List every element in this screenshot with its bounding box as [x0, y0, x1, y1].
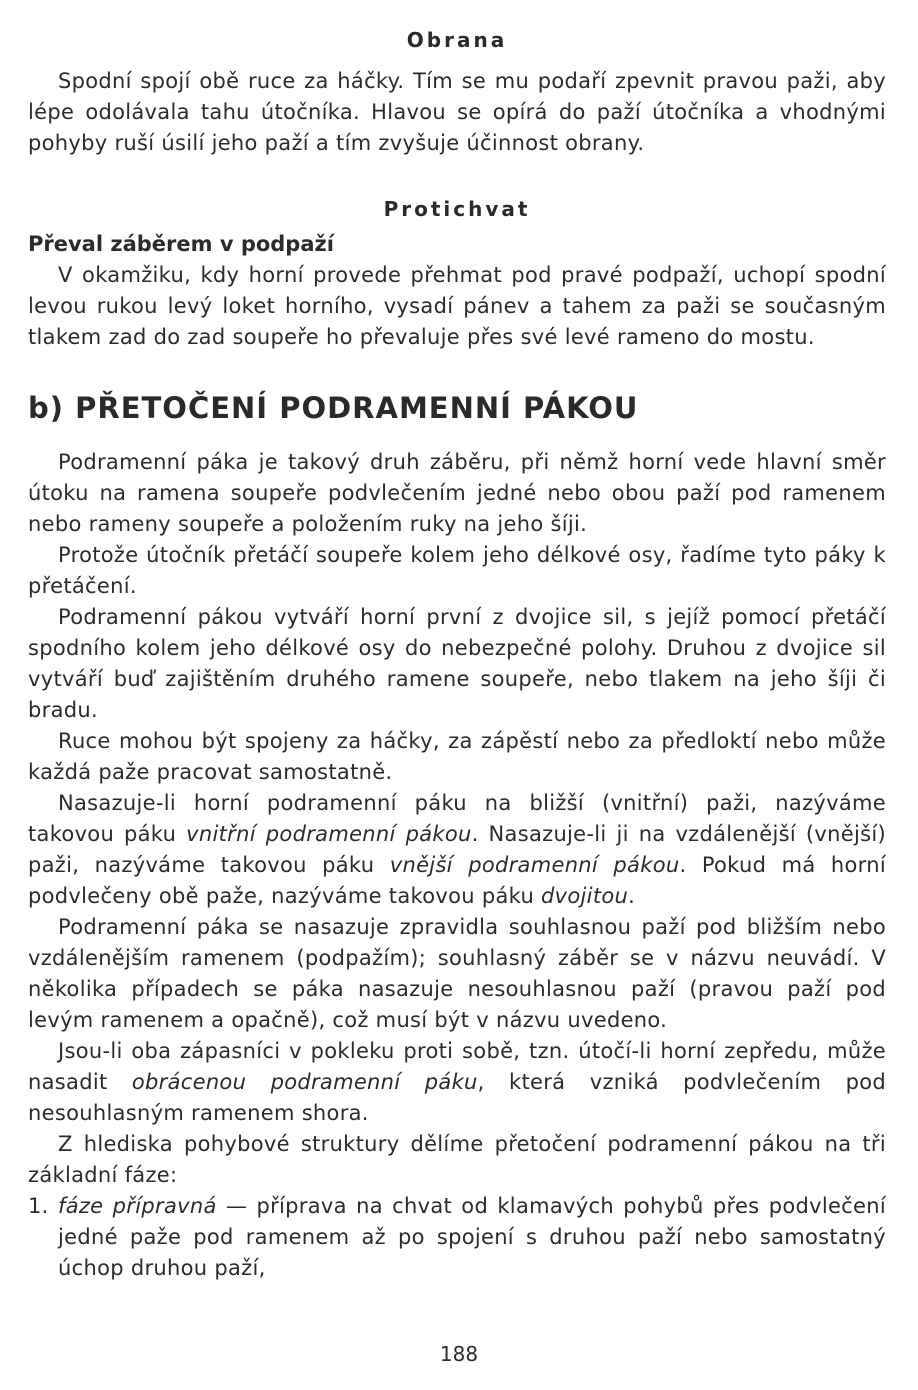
obrana-heading: Obrana: [406, 28, 508, 52]
list-item-description: — příprava na chvat od klamavých pohybů přes podvlečení jedné paže pod ramenem až po spojení s druhou paží nebo samostatný úchop druhou paží,: [58, 1194, 886, 1280]
p7-term-obracena: obrácenou podramenní páku: [131, 1070, 478, 1094]
section-paragraph-6: Podramenní páka se nasazuje zpravidla souhlasnou paží pod bližším nebo vzdálenějším ramenem (podpažím); souhlasný záběr se v názvu neuvádí. V několika případech se páka nasazuje nesouhlasnou paží (pravou paží pod levým ramenem a opačně), což musí být v názvu uvedeno.: [28, 915, 886, 1032]
p7-text-c: , která vzniká podvlečením pod nesouhlasným ramenem shora.: [28, 1070, 887, 1125]
protichvat-heading: Protichvat: [383, 197, 531, 221]
p5-term-dvojitou: dvojitou: [541, 884, 629, 908]
preval-subheading: Převal záběrem v podpaží: [28, 232, 334, 256]
p7-text-a: Jsou-li oba zápasníci v pokleku proti sobě, tzn. útočí-li horní zepředu, může nasadit: [28, 1039, 886, 1094]
section-paragraph-1: Podramenní páka je takový druh záběru, při němž horní vede hlavní směr útoku na ramena soupeře podvlečením jedné nebo obou paží pod ramenem nebo rameny soupeře a položením ruky na jeho šíji.: [28, 450, 886, 536]
section-paragraph-3: Podramenní pákou vytváří horní první z dvojice sil, s jejíž pomocí přetáčí spodního kolem jeho délkové osy do nebezpečné polohy. Druhou z dvojice sil vytváří buď zajištěním druhého ramene soupeře, nebo tlakem na jeho šíji či bradu.: [28, 605, 886, 722]
section-paragraph-8: Z hlediska pohybové struktury dělíme přetočení podramenní pákou na tři základní fáze:: [28, 1132, 886, 1187]
section-paragraph-2: Protože útočník přetáčí soupeře kolem jeho délkové osy, řadíme tyto páky k přetáčení.: [28, 543, 886, 598]
p5-term-vnejsi: vnější podramenní pákou: [389, 853, 680, 877]
p5-text-e: . Pokud má horní podvlečeny obě paže, nazýváme takovou páku: [28, 853, 886, 908]
p5-term-vnitrni: vnitřní podramenní pákou: [186, 822, 472, 846]
list-item-term: fáze přípravná: [58, 1194, 217, 1218]
page-content: [28, 28, 886, 1284]
section-body: [28, 447, 886, 1284]
section-title: b) PŘETOČENÍ PODRAMENNÍ PÁKOU: [28, 391, 639, 425]
section-paragraph-4: Ruce mohou být spojeny za háčky, za zápěstí nebo za předloktí nebo může každá paže pracovat samostatně.: [28, 729, 886, 784]
p5-text-a: Nasazuje-li horní podramenní páku na bližší (vnitřní) paži, nazýváme takovou páku: [28, 791, 886, 846]
section-paragraph-5: [28, 788, 886, 912]
section-paragraph-7: [28, 1036, 886, 1129]
list-item: [28, 1191, 886, 1284]
obrana-paragraph: Spodní spojí obě ruce za háčky. Tím se mu podaří zpevnit pravou paži, aby lépe odolávala tahu útočníka. Hlavou se opírá do paží útočníka a vhodnými pohyby ruší úsilí jeho paží a tím zvyšuje účinnost obrany.: [28, 69, 886, 155]
list-item-number: 1.: [28, 1194, 49, 1218]
list-item-text: [58, 1191, 886, 1284]
p5-text-g: .: [628, 884, 636, 908]
p5-text-c: . Nasazuje-li ji na vzdálenější (vnější) paži, nazýváme takovou páku: [28, 822, 886, 877]
protichvat-paragraph: V okamžiku, kdy horní provede přehmat pod pravé podpaží, uchopí spodní levou rukou levý loket horního, vysadí pánev a tahem za paži se současným tlakem zad do zad soupeře ho převaluje přes své levé rameno do mostu.: [28, 263, 886, 349]
page-number: 188: [439, 1342, 479, 1366]
